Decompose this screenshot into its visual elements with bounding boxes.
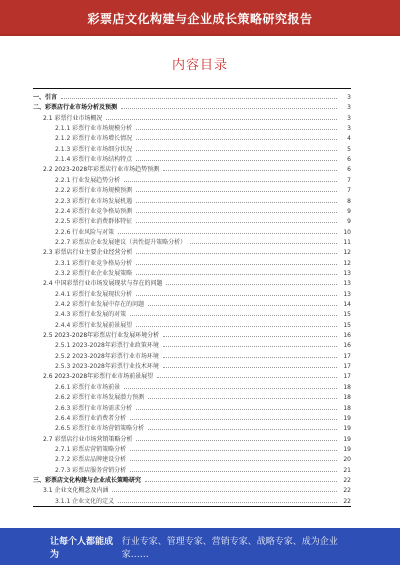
toc-entry-label: 2.4 中国彩票行业市场发展现状与存在的问题 — [43, 280, 163, 288]
toc-page-number: 10 — [343, 228, 351, 236]
toc-row — [33, 91, 351, 101]
toc-entry-label: 2.4.3 彩票行业发展的对策 — [55, 311, 127, 319]
toc-row — [33, 308, 351, 318]
toc-row — [33, 298, 351, 308]
toc-page-number: 18 — [343, 404, 351, 412]
toc-page-number: 15 — [343, 321, 351, 329]
toc-leader-dots — [130, 315, 337, 316]
toc-leader-dots — [130, 419, 337, 420]
toc-entry-label: 2.6.3 彩票行业市场需求分析 — [55, 404, 133, 412]
toc-leader-dots — [136, 129, 337, 130]
toc-entry-label: 2.7.3 彩票店服务营销分析 — [55, 466, 127, 474]
toc-page-number: 16 — [343, 342, 351, 350]
toc-entry-label: 三、彩票店文化构建与企业成长策略研究 — [33, 476, 142, 484]
toc-page-number: 8 — [347, 197, 351, 205]
toc-page-number: 20 — [343, 456, 351, 464]
toc-entry-label: 2.1.3 彩票行业市场细分状况 — [55, 145, 133, 153]
toc-page-number: 7 — [347, 187, 351, 195]
toc-row — [33, 381, 351, 391]
toc-row — [33, 495, 351, 505]
toc-page-number: 22 — [343, 497, 351, 505]
toc-entry-label: 3.1 企业文化概念及内涵 — [43, 487, 109, 495]
toc-row — [33, 339, 351, 349]
toc-page-number: 19 — [343, 435, 351, 443]
toc-leader-dots — [136, 150, 337, 151]
footer-slogan-right: 行业专家、管理专家、营销专家、战略专家、成为企业家…… — [121, 536, 338, 560]
toc-leader-dots — [124, 181, 337, 182]
toc-leader-dots — [136, 253, 337, 254]
toc-leader-dots — [130, 471, 337, 472]
toc-page-number: 17 — [343, 373, 351, 381]
toc-leader-dots — [148, 429, 337, 430]
toc-row — [33, 246, 351, 256]
toc-row — [33, 205, 351, 215]
toc-page-number: 15 — [343, 311, 351, 319]
toc-entry-label: 2.3.2 彩票行业企业发展策略 — [55, 269, 133, 277]
toc-row — [33, 277, 351, 287]
toc-row — [33, 443, 351, 453]
toc-entry-label: 2.1.1 彩票行业市场规模分析 — [55, 125, 133, 133]
toc-leader-dots — [136, 440, 337, 441]
toc-row — [33, 226, 351, 236]
toc-leader-dots — [163, 336, 337, 337]
toc-entry-label: 2.5.3 2023-2028年彩票行业技术环境 — [55, 363, 159, 371]
toc-row — [33, 267, 351, 277]
toc-entry-label: 2.1.4 彩票行业市场结构特点 — [55, 156, 133, 164]
toc-leader-dots — [106, 119, 337, 120]
toc-entry-label: 2.1.2 彩票行业市场增长情况 — [55, 135, 133, 143]
toc-row — [33, 433, 351, 443]
toc-page-number: 3 — [347, 104, 351, 112]
toc-entry-label: 2.2 2023-2028年彩票店行业市场趋势预测 — [43, 166, 160, 174]
toc-page-number: 6 — [347, 166, 351, 174]
toc-leader-dots — [136, 160, 337, 161]
toc-leader-dots — [157, 377, 337, 378]
report-header-bar — [0, 0, 400, 36]
toc-leader-dots — [148, 398, 337, 399]
toc-row — [33, 422, 351, 432]
toc-page-number: 6 — [347, 156, 351, 164]
toc-leader-dots — [124, 388, 337, 389]
toc-page-number: 7 — [347, 176, 351, 184]
toc-leader-dots — [136, 202, 337, 203]
toc-leader-dots — [118, 502, 337, 503]
toc-leader-dots — [118, 233, 337, 234]
toc-row — [33, 484, 351, 494]
toc-page-number: 3 — [347, 114, 351, 122]
toc-page-number: 19 — [343, 445, 351, 453]
toc-row — [33, 288, 351, 298]
toc-row — [33, 391, 351, 401]
toc-entry-label: 2.2.6 行业风险与对策 — [55, 228, 115, 236]
toc-leader-dots — [163, 367, 337, 368]
toc-page-number: 18 — [343, 383, 351, 391]
toc-page-number: 5 — [347, 145, 351, 153]
toc-leader-dots — [166, 284, 337, 285]
toc-leader-dots — [136, 222, 337, 223]
toc-row — [33, 474, 351, 484]
toc-page-number: 21 — [343, 466, 351, 474]
toc-leader-dots — [136, 326, 337, 327]
toc-leader-dots — [163, 346, 337, 347]
toc-entry-label: 二、彩票店行业市场分析及预测 — [33, 104, 118, 112]
toc-page-number: 12 — [343, 249, 351, 257]
toc-entry-label: 2.6.4 彩票行业消费者分析 — [55, 414, 127, 422]
footer-slogan-bar — [0, 528, 400, 565]
toc-entry-label: 2.4.2 彩票行业发展中存在的问题 — [55, 301, 145, 308]
toc-row — [33, 402, 351, 412]
toc-title: 内容目录 — [171, 58, 228, 73]
toc-leader-dots — [136, 212, 337, 213]
toc-row — [33, 132, 351, 142]
toc-entry-label: 2.2.1 行业发展趋势分析 — [55, 176, 121, 184]
toc-entry-label: 2.7.1 彩票店营销策略分析 — [55, 445, 127, 453]
toc-leader-dots — [136, 139, 337, 140]
toc-page-number: 17 — [343, 352, 351, 360]
toc-entry-label: 2.2.5 彩票行业消费群体特征 — [55, 218, 133, 226]
toc-entry-label: 2.2.4 彩票行业竞争格局预测 — [55, 207, 133, 215]
toc-page-number: 19 — [343, 425, 351, 433]
toc-page-number: 18 — [343, 394, 351, 402]
toc-leader-dots — [136, 191, 337, 192]
toc-page-number: 4 — [347, 135, 351, 143]
toc-page-number: 19 — [343, 414, 351, 422]
toc-page-number: 13 — [343, 290, 351, 298]
toc-entry-label: 2.6.5 彩票行业市场营销策略分析 — [55, 425, 145, 433]
toc-leader-dots — [136, 274, 337, 275]
toc-row — [33, 215, 351, 225]
toc-entry-label: 一、引言 — [33, 94, 58, 101]
toc-top-rule — [33, 88, 351, 89]
toc-leader-dots — [190, 243, 337, 244]
toc-entry-label: 2.6.1 彩票行业市场前景 — [55, 383, 121, 391]
toc-leader-dots — [136, 409, 337, 410]
toc-page-number: 9 — [347, 218, 351, 226]
toc-row — [33, 350, 351, 360]
toc-leader-dots — [130, 460, 337, 461]
toc-row — [33, 453, 351, 463]
footer-slogan-left: 让每个人都能成为 — [50, 536, 114, 560]
toc-entry-label: 2.5.2 2023-2028年彩票行业市场环境 — [55, 352, 159, 360]
toc-row — [33, 122, 351, 132]
toc-entry-label: 2.5.1 2023-2028年彩票行业政策环境 — [55, 342, 159, 350]
toc-row — [33, 112, 351, 122]
toc-entry-label: 2.6.2 彩票行业市场发展潜力预测 — [55, 394, 145, 402]
toc-row — [33, 236, 351, 246]
toc-leader-dots — [61, 98, 337, 99]
toc-row — [33, 360, 351, 370]
toc-entry-label: 2.7.2 彩票店品牌建设分析 — [55, 456, 127, 464]
toc-entry-label: 2.4.1 彩票行业发展现状分析 — [55, 290, 133, 298]
toc-leader-dots — [112, 491, 337, 492]
toc-page-number: 9 — [347, 207, 351, 215]
toc-entry-label: 2.2.3 彩票行业市场发展机遇 — [55, 197, 133, 205]
toc-row — [33, 257, 351, 267]
toc-row — [33, 370, 351, 380]
report-title: 彩票店文化构建与企业成长策略研究报告 — [87, 11, 313, 26]
toc-entry-label: 2.4.4 彩票行业发展前景展望 — [55, 321, 133, 329]
toc-row — [33, 163, 351, 173]
toc-page-number: 11 — [343, 238, 351, 246]
toc-entry-label: 2.6 2023-2028年彩票行业市场前景展望 — [43, 373, 154, 381]
toc-page-number: 22 — [343, 476, 351, 484]
toc-row — [33, 153, 351, 163]
toc-row — [33, 174, 351, 184]
toc-row — [33, 412, 351, 422]
toc-page-number: 13 — [343, 269, 351, 277]
toc-page-number: 12 — [343, 259, 351, 267]
toc-row — [33, 464, 351, 474]
toc-entry-label: 2.7 彩票店行业市场营销策略分析 — [43, 435, 133, 443]
toc-leader-dots — [148, 305, 337, 306]
toc-page-number: 14 — [343, 301, 351, 308]
toc-leader-dots — [130, 450, 337, 451]
toc-page-number: 17 — [343, 363, 351, 371]
toc-page-number: 3 — [347, 125, 351, 133]
toc-leader-dots — [136, 264, 337, 265]
toc-bottom-rule — [33, 506, 351, 507]
toc-leader-dots — [163, 170, 337, 171]
toc-page-number: 16 — [343, 332, 351, 340]
toc-row — [33, 101, 351, 111]
toc-entry-label: 2.2.2 彩票行业市场规模预测 — [55, 187, 133, 195]
toc-entry-label: 2.3 彩票店行业主要企业经营分析 — [43, 249, 133, 257]
toc-entry-label: 2.5 2023-2028年彩票店行业发展环境分析 — [43, 332, 160, 340]
toc-page-number: 22 — [343, 487, 351, 495]
toc-row — [33, 184, 351, 194]
toc-row — [33, 329, 351, 339]
toc-page-number: 3 — [347, 94, 351, 101]
toc-leader-dots — [121, 108, 337, 109]
toc-entry-label: 2.2.7 彩票店企业发展建议（共性提升策略分析） — [55, 238, 187, 246]
table-of-contents — [33, 88, 351, 508]
toc-row — [33, 143, 351, 153]
toc-leader-dots — [145, 481, 337, 482]
toc-entry-label: 2.1 彩票行业市场概况 — [43, 114, 103, 122]
toc-entry-label: 3.1.1 企业文化的定义 — [55, 497, 115, 505]
toc-entry-label: 2.3.1 彩票行业竞争格局分析 — [55, 259, 133, 267]
toc-row — [33, 319, 351, 329]
toc-leader-dots — [136, 295, 337, 296]
toc-leader-dots — [163, 357, 337, 358]
toc-row — [33, 195, 351, 205]
toc-page-number: 13 — [343, 280, 351, 288]
